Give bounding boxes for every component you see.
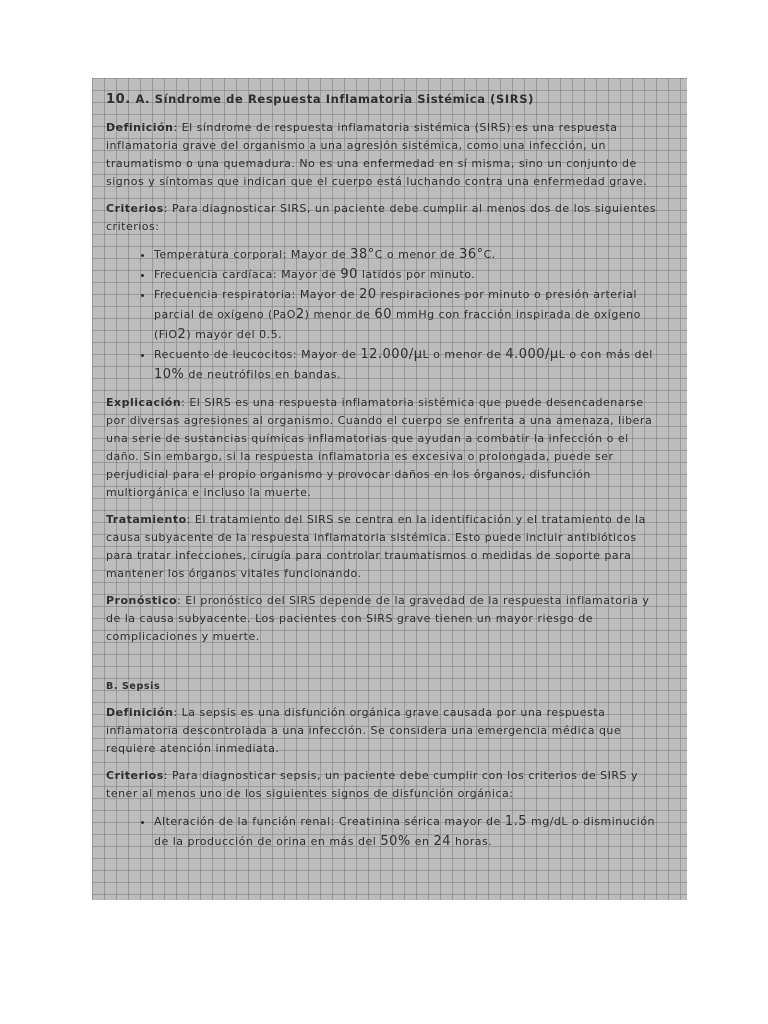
item-value: 90 <box>340 267 358 282</box>
section-number: 10. <box>106 92 131 107</box>
item-value: 60 <box>374 307 392 322</box>
section-b-title: B. Sepsis <box>106 681 161 692</box>
criteria-item-frecuencia-cardiaca <box>154 265 663 285</box>
criterios-paragraph <box>106 200 663 236</box>
criterios-text: : Para diagnosticar SIRS, un paciente debe cumplir al menos dos de los siguientes criterios: <box>106 202 657 233</box>
pronostico-paragraph <box>106 592 663 646</box>
item-text: de neutrófilos en bandas. <box>184 368 342 381</box>
criterios-label: Criterios <box>106 202 164 215</box>
item-text: Frecuencia respiratoria: Mayor de <box>154 288 360 301</box>
criteria-item-funcion-renal <box>154 812 663 852</box>
item-value: 2 <box>177 327 187 342</box>
tratamiento-paragraph <box>106 511 663 583</box>
item-value: 2 <box>295 307 305 322</box>
section-a-title-text: A. Síndrome de Respuesta Inflamatoria Sistémica (SIRS) <box>135 92 534 106</box>
sepsis-criterios-label: Criterios <box>106 769 164 782</box>
item-text: mmHg con fracción inspirada de oxígeno (FiO <box>154 308 641 341</box>
section-gap <box>106 655 663 681</box>
item-text: Alteración de la función renal: Creatinina sérica mayor de <box>154 815 505 828</box>
item-text: Frecuencia cardíaca: Mayor de <box>154 268 341 281</box>
item-value: 12.000/µ <box>360 347 423 362</box>
definicion-paragraph <box>106 119 663 191</box>
criteria-item-temperatura <box>154 245 663 265</box>
explicacion-text: : El SIRS es una respuesta inflamatoria sistémica que puede desencadenarse por diversas agresiones al organismo. Cuando el cuerpo se enfrenta a una amenaza, libera una serie de sustancias químicas inflamatorias que ayudan a combatir la infección o el daño. Sin embargo, si la respuesta inflamatoria es excesiva o prolongada, puede ser perjudicial para el propio organismo y provocar daños en los órganos, disfunción multiorgánica e incluso la muerte. <box>106 396 653 499</box>
item-value: 20 <box>359 287 377 302</box>
item-value: 1.5 <box>504 814 527 829</box>
item-value: 50% <box>380 834 411 849</box>
item-text: Temperatura corporal: Mayor de <box>154 248 351 261</box>
item-text: latidos por minuto. <box>357 268 476 281</box>
item-text: C. <box>483 248 496 261</box>
tratamiento-label: Tratamiento <box>106 513 187 526</box>
definicion-text: : El síndrome de respuesta inflamatoria sistémica (SIRS) es una respuesta inflamatoria grave del organismo a una agresión sistémica, como una infección, un traumatismo o una quemadura. No es una enfermedad en sí misma, sino un conjunto de signos y síntomas que indican que el cuerpo está luchando contra una enfermedad grave. <box>106 121 648 188</box>
item-value: 24 <box>433 834 452 849</box>
item-text: en <box>410 835 434 848</box>
item-text: respiraciones por minuto o presión arterial parcial de oxígeno (PaO <box>154 288 637 321</box>
item-text: mg/dL o disminución de la producción de orina en más del <box>154 815 656 848</box>
item-value: 10% <box>154 367 185 382</box>
criteria-item-leucocitos <box>154 345 663 385</box>
sepsis-definicion-text: : La sepsis es una disfunción orgánica grave causada por una respuesta inflamatoria descontrolada a una infección. Se considera una emergencia médica que requiere atención inmediata. <box>106 706 622 755</box>
criteria-item-frecuencia-respiratoria <box>154 285 663 345</box>
sepsis-criterios-paragraph <box>106 767 663 803</box>
sepsis-criteria-list <box>106 812 663 852</box>
section-a-title <box>106 92 663 107</box>
explicacion-paragraph <box>106 394 663 502</box>
sepsis-definicion-paragraph <box>106 704 663 758</box>
pronostico-label: Pronóstico <box>106 594 178 607</box>
item-text: horas. <box>451 835 493 848</box>
item-text: C o menor de <box>374 248 460 261</box>
item-text: Recuento de leucocitos: Mayor de <box>154 348 361 361</box>
item-text: L o con más del <box>558 348 653 361</box>
item-value: 4.000/µ <box>505 347 559 362</box>
tratamiento-text: : El tratamiento del SIRS se centra en la identificación y el tratamiento de la causa subyacente de la respuesta inflamatoria sistémica. Esto puede incluir antibióticos para tratar infecciones, cirugía para controlar traumatismos o medidas de soporte para mantener los órganos vitales funcionando. <box>106 513 646 580</box>
explicacion-label: Explicación <box>106 396 182 409</box>
item-value: 38° <box>350 247 375 262</box>
notebook-page <box>92 78 687 900</box>
sirs-criteria-list <box>106 245 663 385</box>
item-text: L o menor de <box>422 348 506 361</box>
item-value: 36° <box>459 247 484 262</box>
sepsis-criterios-text: : Para diagnosticar sepsis, un paciente debe cumplir con los criterios de SIRS y tener al menos uno de los siguientes signos de disfunción orgánica: <box>106 769 639 800</box>
item-text: ) menor de <box>304 308 375 321</box>
pronostico-text: : El pronóstico del SIRS depende de la gravedad de la respuesta inflamatoria y de la causa subyacente. Los pacientes con SIRS grave tienen un mayor riesgo de complicaciones y muerte. <box>106 594 650 643</box>
item-text: ) mayor del 0.5. <box>186 328 283 341</box>
sepsis-definicion-label: Definición <box>106 706 174 719</box>
definicion-label: Definición <box>106 121 174 134</box>
